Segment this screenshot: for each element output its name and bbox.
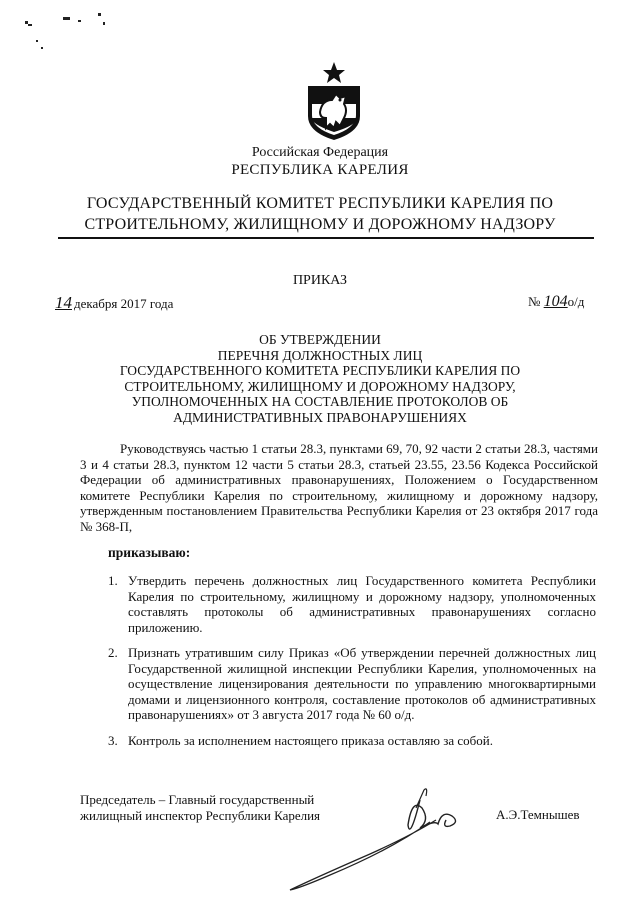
preamble-paragraph: Руководствуясь частью 1 статьи 28.3, пунктами 69, 70, 92 части 2 статьи 28.3, частями 3 и 4 статьи 28.3, пунктом 12 части 5 статьи 28.3, статьей 23.55, 23.56 Кодекса Российской Федерации об административных правонарушениях, Положением о Государственном комитете Республики Карелия по строительному, жилищному и дорожному надзору, утвержденным постановлением Правительства Республики Карелия от 23 октября 2017 года № 368-П, — [80, 441, 598, 534]
header-divider — [58, 237, 594, 239]
list-item-number: 1. — [108, 573, 118, 588]
country-name: Российская Федерация — [251, 145, 389, 160]
list-item-text: Утвердить перечень должностных лиц Государственного комитета Республики Карелия по строительному, жилищному и дорожному надзору, уполномоченных составлять протоколы об административных правонарушениях согласно приложению. — [128, 573, 596, 635]
subject-line-1: ОБ УТВЕРЖДЕНИИ — [259, 332, 381, 347]
subject-line-3: ГОСУДАРСТВЕННОГО КОМИТЕТА РЕСПУБЛИКИ КАРЕЛИЯ ПО — [119, 363, 521, 378]
committee-line-1: ГОСУДАРСТВЕННЫЙ КОМИТЕТ РЕСПУБЛИКИ КАРЕЛИЯ ПО — [86, 195, 554, 212]
position-line-2: жилищный инспектор Республики Карелия — [80, 807, 321, 823]
subject-line-2: ПЕРЕЧНЯ ДОЛЖНОСТНЫХ ЛИЦ — [217, 347, 423, 363]
list-item-number: 2. — [108, 645, 118, 660]
subject-line-6: АДМИНИСТРАТИВНЫХ ПРАВОНАРУШЕНИЯХ — [173, 409, 467, 425]
number-handwritten: 104 — [543, 293, 568, 310]
handwritten-signature-icon — [270, 780, 490, 895]
order-number — [528, 293, 584, 311]
position-line-1: Председатель – Главный государственный — [80, 792, 315, 807]
list-item-number: 3. — [108, 733, 118, 748]
date-handwritten: 14 — [55, 293, 72, 312]
number-prefix: № — [528, 294, 541, 309]
republic-name: РЕСПУБЛИКА КАРЕЛИЯ — [231, 162, 409, 178]
order-subject — [90, 332, 550, 425]
order-title: ПРИКАЗ — [292, 273, 348, 288]
committee-name — [60, 193, 580, 235]
list-item-text: Контроль за исполнением настоящего приказа оставляю за собой. — [128, 733, 493, 748]
subject-line-5: УПОЛНОМОЧЕННЫХ НА СОСТАВЛЕНИЕ ПРОТОКОЛОВ ОБ — [131, 394, 509, 409]
order-word: приказываю: — [108, 545, 191, 560]
list-item — [108, 573, 596, 635]
subject-line-4: СТРОИТЕЛЬНОМУ, ЖИЛИЩНОМУ И ДОРОЖНОМУ НАДЗОРУ, — [124, 378, 516, 394]
signatory-name: А.Э.Темнышев — [496, 807, 580, 822]
number-suffix: о/д — [567, 294, 585, 309]
committee-line-2: СТРОИТЕЛЬНОМУ, ЖИЛИЩНОМУ И ДОРОЖНОМУ НАДЗОРУ — [84, 216, 556, 233]
list-item — [108, 645, 596, 723]
date-text: декабря 2017 года — [74, 296, 174, 311]
order-date — [55, 293, 173, 313]
coat-of-arms-icon — [300, 60, 368, 142]
list-item — [108, 733, 596, 749]
list-item-text: Признать утратившим силу Приказ «Об утверждении перечней должностных лиц Государственной жилищной инспекции Республики Карелия, уполномоченных на осуществление лицензирования деятельности по управлению многоквартирными домами и лицензионного контроля, составление протоколов об административных правонарушениях» от 3 августа 2017 года № 60 о/д. — [128, 645, 596, 722]
